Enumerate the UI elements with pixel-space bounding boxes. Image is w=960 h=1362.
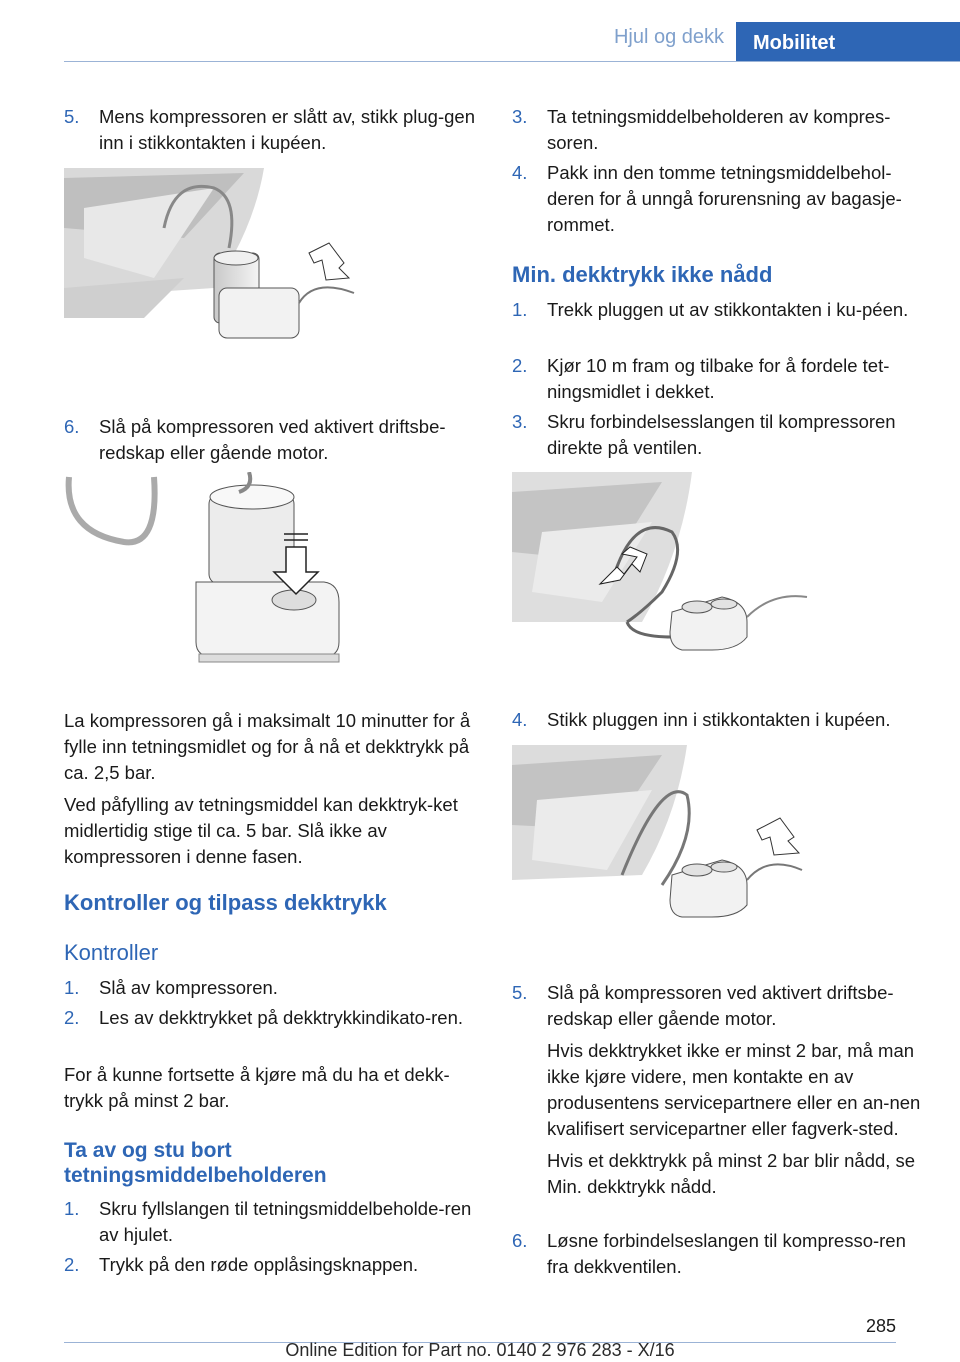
step-text: Pakk inn den tomme tetningsmiddelbehol‐deren for å unngå forurensning av bagasje‐rommet. bbox=[547, 162, 902, 235]
paragraph-min-pressure: For å kunne fortsette å kjøre må du ha et dekk‐trykk på minst 2 bar. bbox=[64, 1064, 450, 1111]
step-number: 1. bbox=[512, 299, 528, 320]
heading-min-pressure-not-reached: Min. dekktrykk ikke nådd bbox=[512, 262, 773, 287]
header-rule bbox=[64, 61, 960, 62]
paragraph-run-time: La kompressoren gå i maksimalt 10 minutter for å fylle inn tetningsmidlet og for å nå et dekktrykk på ca. 2,5 bar. bbox=[64, 710, 471, 783]
step-text: Ta tetningsmiddelbeholderen av kompres‐soren. bbox=[547, 106, 891, 153]
step-number: 3. bbox=[512, 106, 528, 127]
step-text: Stikk pluggen inn i stikkontakten i kupéen. bbox=[547, 709, 891, 730]
step-text: Trekk pluggen ut av stikkontakten i ku‐péen. bbox=[547, 299, 909, 320]
step-text: Skru fyllslangen til tetningsmiddelbeholde‐ren av hjulet. bbox=[99, 1198, 472, 1245]
page-header bbox=[0, 0, 960, 62]
step-number: 5. bbox=[512, 982, 528, 1003]
step-text: Skru forbindelsesslangen til kompressoren direkte på ventilen. bbox=[547, 411, 896, 458]
page-number: 285 bbox=[865, 1316, 896, 1336]
heading-check-adjust-pressure: Kontroller og tilpass dekktrykk bbox=[64, 890, 387, 915]
step-number: 1. bbox=[64, 1198, 80, 1219]
step-number: 2. bbox=[64, 1007, 80, 1028]
figure-compressor-button bbox=[64, 472, 364, 670]
step-number: 1. bbox=[64, 977, 80, 998]
step-number: 5. bbox=[64, 106, 80, 127]
step-text bbox=[547, 980, 932, 1200]
step-number: 4. bbox=[512, 162, 528, 183]
step-number: 2. bbox=[64, 1254, 80, 1275]
step-text: Løsne forbindelseslangen til kompresso‐ren fra dekkventilen. bbox=[547, 1230, 906, 1277]
step-text: Les av dekktrykket på dekktrykkindikato‐ren. bbox=[99, 1007, 463, 1028]
page-footer bbox=[0, 1310, 960, 1362]
figure-compressor-socket bbox=[512, 745, 812, 930]
edition-note: Online Edition for Part no. 0140 2 976 283 - X/16 bbox=[285, 1340, 675, 1360]
step-note-see-reached: Hvis et dekktrykk på minst 2 bar blir nådd, se Min. dekktrykk nådd. bbox=[547, 1150, 916, 1197]
step-main-text: Slå på kompressoren ved aktivert driftsbe‐redskap eller gående motor. bbox=[547, 982, 894, 1029]
heading-remove-sealant-container: Ta av og stu bort tetningsmiddelbeholderen bbox=[64, 1139, 327, 1187]
step-text: Slå av kompressoren. bbox=[99, 977, 278, 998]
step-number: 4. bbox=[512, 709, 528, 730]
step-number: 6. bbox=[512, 1230, 528, 1251]
chapter-tab: Mobilitet bbox=[736, 22, 960, 62]
heading-check: Kontroller bbox=[64, 940, 159, 965]
step-note-no-drive: Hvis dekktrykket ikke er minst 2 bar, må man ikke kjøre videre, men kontakte en av produsentens servicepartnere eller en an‐nen kvalifisert servicepartner eller fagverk‐sted. bbox=[547, 1040, 921, 1139]
step-number: 3. bbox=[512, 411, 528, 432]
step-text: Slå på kompressoren ved aktivert driftsbe‐redskap eller gående motor. bbox=[99, 416, 446, 463]
paragraph-pressure-rise: Ved påfylling av tetningsmiddel kan dekktryk‐ket midlertidig stige til ca. 5 bar. Slå ikke av kompressoren i denne fasen. bbox=[64, 794, 458, 867]
step-text: Kjør 10 m fram og tilbake for å fordele tet‐ningsmidlet i dekket. bbox=[547, 355, 890, 402]
step-number: 6. bbox=[64, 416, 80, 437]
step-number: 2. bbox=[512, 355, 528, 376]
section-label: Hjul og dekk bbox=[613, 26, 724, 48]
step-text: Mens kompressoren er slått av, stikk plug‐gen inn i stikkontakten i kupéen. bbox=[99, 106, 475, 153]
figure-hose-to-valve bbox=[512, 472, 812, 662]
figure-compressor-plug bbox=[64, 168, 364, 354]
step-text: Trykk på den røde opplåsingsknappen. bbox=[99, 1254, 419, 1275]
